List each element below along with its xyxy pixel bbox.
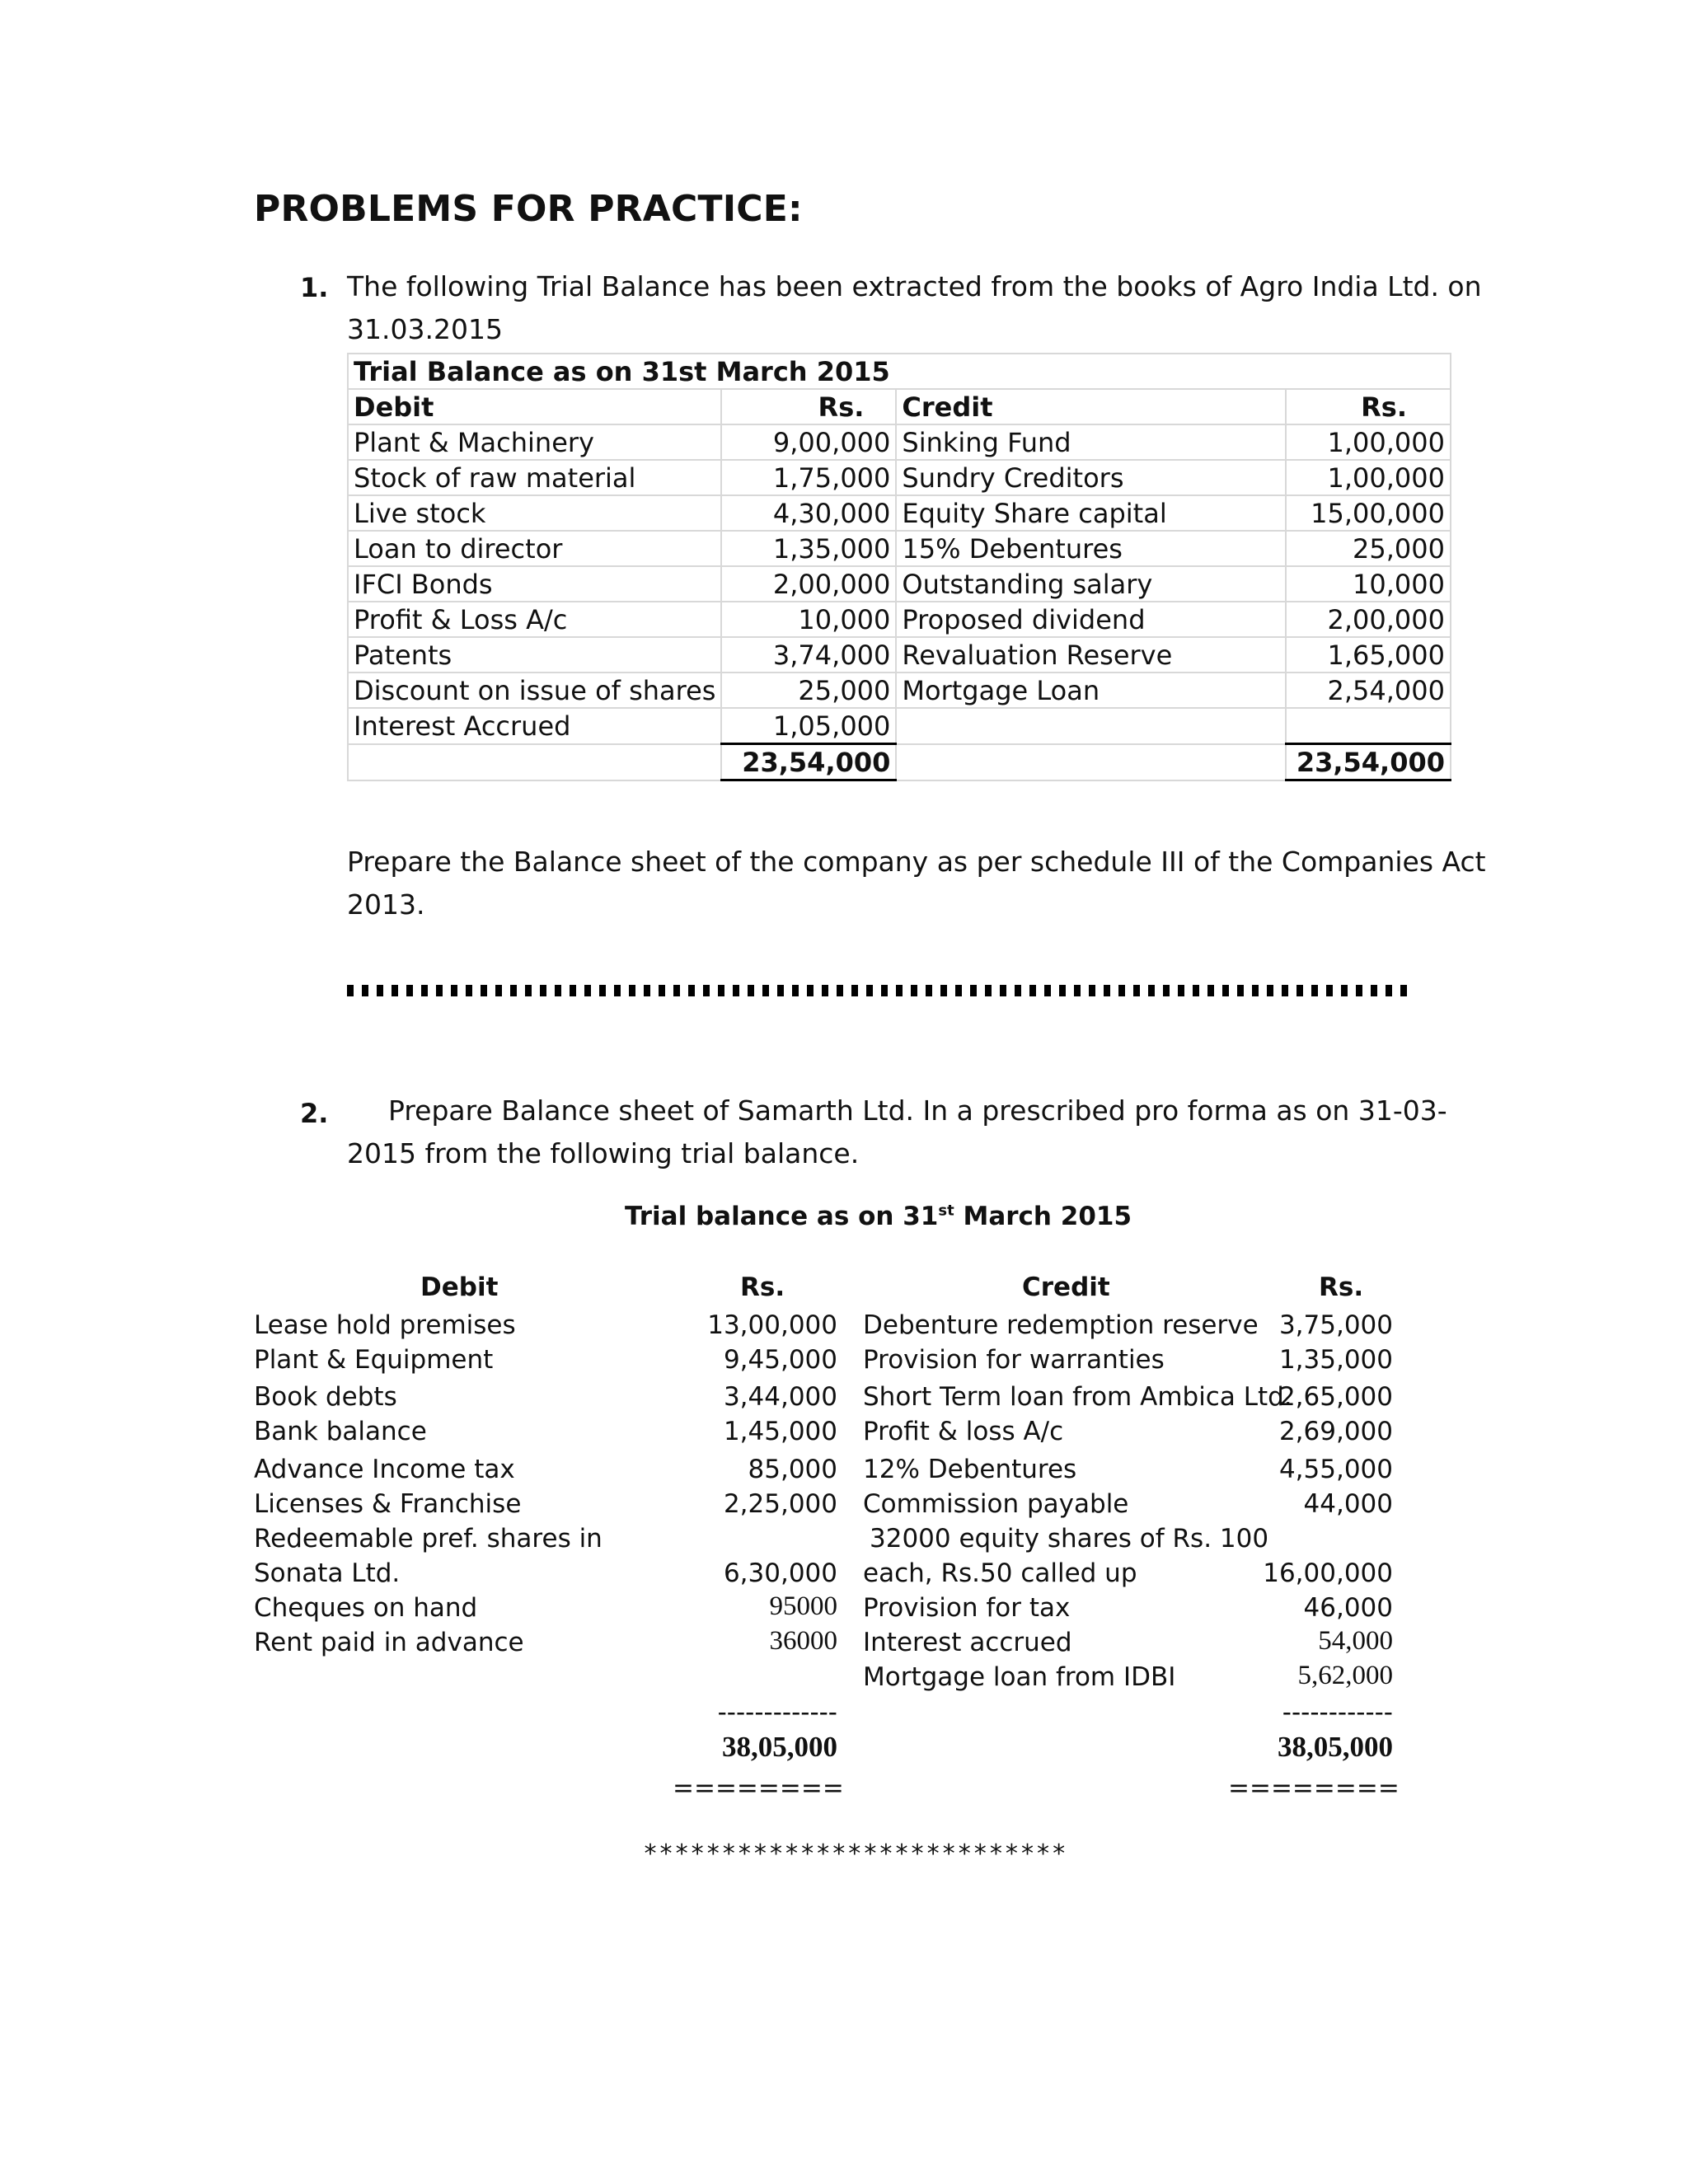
debit-item: Discount on issue of shares — [348, 673, 721, 708]
credit-amount: 2,65,000 — [1278, 1382, 1393, 1412]
credit-dash-line: ------------ — [1282, 1698, 1393, 1727]
debit-amount: 1,35,000 — [721, 531, 896, 566]
table-2-header-credit: Credit — [1022, 1272, 1110, 1302]
credit-amount: 1,00,000 — [1286, 460, 1451, 495]
credit-item: 12% Debentures — [863, 1455, 1077, 1484]
table-1-title: Trial Balance as on 31st March 2015 — [348, 354, 1451, 389]
credit-amount: 16,00,000 — [1263, 1558, 1393, 1588]
debit-item: Lease hold premises — [254, 1310, 516, 1340]
credit-item: Sundry Creditors — [896, 460, 1286, 495]
debit-item: Rent paid in advance — [254, 1628, 524, 1657]
credit-item: Equity Share capital — [896, 495, 1286, 531]
question-1-instruction-line2: 2013. — [347, 888, 425, 921]
page-heading: PROBLEMS FOR PRACTICE: — [254, 188, 803, 230]
total-credit: 38,05,000 — [1278, 1731, 1393, 1763]
question-1-text-line2: 31.03.2015 — [347, 313, 503, 345]
question-1-number: 1. — [300, 272, 329, 303]
debit-amount: 4,30,000 — [721, 495, 896, 531]
debit-amount: 9,45,000 — [723, 1345, 837, 1375]
credit-item: Short Term loan from Ambica Ltd. — [863, 1382, 1292, 1412]
table-2-header-rs-debit: Rs. — [740, 1272, 785, 1302]
credit-item: Mortgage loan from IDBI — [863, 1662, 1176, 1692]
question-1-instruction-line1: Prepare the Balance sheet of the company as per schedule III of the Companies Act — [347, 846, 1486, 878]
debit-item: Loan to director — [348, 531, 721, 566]
credit-amount: 15,00,000 — [1286, 495, 1451, 531]
table-1-header-rs-credit: Rs. — [1286, 389, 1451, 424]
table-1-header-rs-debit: Rs. — [721, 389, 896, 424]
debit-item: Book debts — [254, 1382, 397, 1412]
credit-amount: 2,69,000 — [1278, 1417, 1393, 1446]
credit-item: Interest accrued — [863, 1628, 1072, 1657]
trial-balance-table-1 — [347, 353, 1451, 781]
credit-amount — [1286, 708, 1451, 744]
debit-item: Sonata Ltd. — [254, 1558, 401, 1588]
debit-amount: 10,000 — [721, 602, 896, 637]
credit-item: 32000 equity shares of Rs. 100 — [870, 1524, 1269, 1554]
credit-amount: 54,000 — [1318, 1626, 1393, 1656]
credit-amount: 5,62,000 — [1297, 1661, 1393, 1690]
debit-double-line: ======== — [673, 1774, 844, 1803]
table-row — [348, 673, 1451, 708]
debit-dash-line: ------------- — [717, 1698, 837, 1727]
debit-item: Interest Accrued — [348, 708, 721, 744]
table-2-header-debit: Debit — [420, 1272, 499, 1302]
debit-item: Cheques on hand — [254, 1593, 478, 1623]
dotted-separator — [347, 985, 1414, 996]
debit-item: Plant & Machinery — [348, 424, 721, 460]
credit-amount: 3,75,000 — [1278, 1310, 1393, 1340]
question-2-text-line1: Prepare Balance sheet of Samarth Ltd. In a prescribed pro forma as on 31-03- — [388, 1094, 1447, 1127]
debit-amount: 9,00,000 — [721, 424, 896, 460]
table-total-row — [348, 744, 1451, 780]
debit-amount: 1,75,000 — [721, 460, 896, 495]
title-text: Trial balance as on 31 — [625, 1202, 939, 1231]
table-1-header-credit: Credit — [896, 389, 1286, 424]
end-marker: *************************** — [643, 1840, 1067, 1868]
debit-item: IFCI Bonds — [348, 566, 721, 602]
debit-item: Plant & Equipment — [254, 1345, 494, 1375]
credit-item: Debenture redemption reserve — [863, 1310, 1259, 1340]
debit-amount: 95000 — [769, 1591, 837, 1621]
debit-item: Redeemable pref. shares in — [254, 1524, 603, 1554]
credit-amount: 4,55,000 — [1278, 1455, 1393, 1484]
credit-double-line: ======== — [1228, 1774, 1400, 1803]
total-debit: 23,54,000 — [721, 744, 896, 780]
debit-item: Advance Income tax — [254, 1455, 515, 1484]
debit-amount: 2,25,000 — [723, 1489, 837, 1519]
credit-item: 15% Debentures — [896, 531, 1286, 566]
table-2-header-rs-credit: Rs. — [1319, 1272, 1364, 1302]
credit-amount: 46,000 — [1303, 1593, 1393, 1623]
debit-amount: 3,44,000 — [723, 1382, 837, 1412]
title-superscript: st — [938, 1202, 954, 1220]
credit-amount: 10,000 — [1286, 566, 1451, 602]
credit-amount: 1,00,000 — [1286, 424, 1451, 460]
debit-item: Bank balance — [254, 1417, 427, 1446]
total-debit: 38,05,000 — [722, 1731, 837, 1763]
debit-amount: 13,00,000 — [707, 1310, 837, 1340]
debit-item: Licenses & Franchise — [254, 1489, 522, 1519]
credit-amount: 1,65,000 — [1286, 637, 1451, 673]
question-2-number: 2. — [300, 1098, 329, 1129]
credit-item — [896, 708, 1286, 744]
credit-item: Provision for tax — [863, 1593, 1071, 1623]
table-row — [348, 602, 1451, 637]
table-row — [348, 495, 1451, 531]
question-1-text-line1: The following Trial Balance has been extracted from the books of Agro India Ltd. on — [347, 270, 1482, 302]
debit-amount: 36000 — [769, 1626, 837, 1656]
trial-balance-2-title — [625, 1202, 1132, 1231]
table-1-header-debit: Debit — [348, 389, 721, 424]
credit-item: Commission payable — [863, 1489, 1129, 1519]
credit-amount: 44,000 — [1303, 1489, 1393, 1519]
credit-amount: 2,54,000 — [1286, 673, 1451, 708]
credit-amount: 2,00,000 — [1286, 602, 1451, 637]
credit-item: each, Rs.50 called up — [863, 1558, 1137, 1588]
table-row — [348, 424, 1451, 460]
title-text-end: March 2015 — [954, 1202, 1132, 1231]
table-row — [348, 566, 1451, 602]
debit-amount: 2,00,000 — [721, 566, 896, 602]
credit-amount: 25,000 — [1286, 531, 1451, 566]
table-row — [348, 460, 1451, 495]
debit-item: Profit & Loss A/c — [348, 602, 721, 637]
credit-item: Sinking Fund — [896, 424, 1286, 460]
table-row — [348, 708, 1451, 744]
debit-amount: 85,000 — [748, 1455, 837, 1484]
credit-amount: 1,35,000 — [1278, 1345, 1393, 1375]
total-credit: 23,54,000 — [1286, 744, 1451, 780]
debit-amount: 25,000 — [721, 673, 896, 708]
credit-item: Mortgage Loan — [896, 673, 1286, 708]
credit-item: Outstanding salary — [896, 566, 1286, 602]
debit-amount: 1,05,000 — [721, 708, 896, 744]
debit-amount: 1,45,000 — [723, 1417, 837, 1446]
credit-item: Provision for warranties — [863, 1345, 1165, 1375]
debit-item: Live stock — [348, 495, 721, 531]
credit-item: Revaluation Reserve — [896, 637, 1286, 673]
debit-amount: 3,74,000 — [721, 637, 896, 673]
question-2-text-line2: 2015 from the following trial balance. — [347, 1137, 860, 1169]
credit-item: Proposed dividend — [896, 602, 1286, 637]
debit-amount: 6,30,000 — [723, 1558, 837, 1588]
debit-item: Stock of raw material — [348, 460, 721, 495]
debit-item: Patents — [348, 637, 721, 673]
table-row — [348, 531, 1451, 566]
table-row — [348, 637, 1451, 673]
credit-item: Profit & loss A/c — [863, 1417, 1064, 1446]
